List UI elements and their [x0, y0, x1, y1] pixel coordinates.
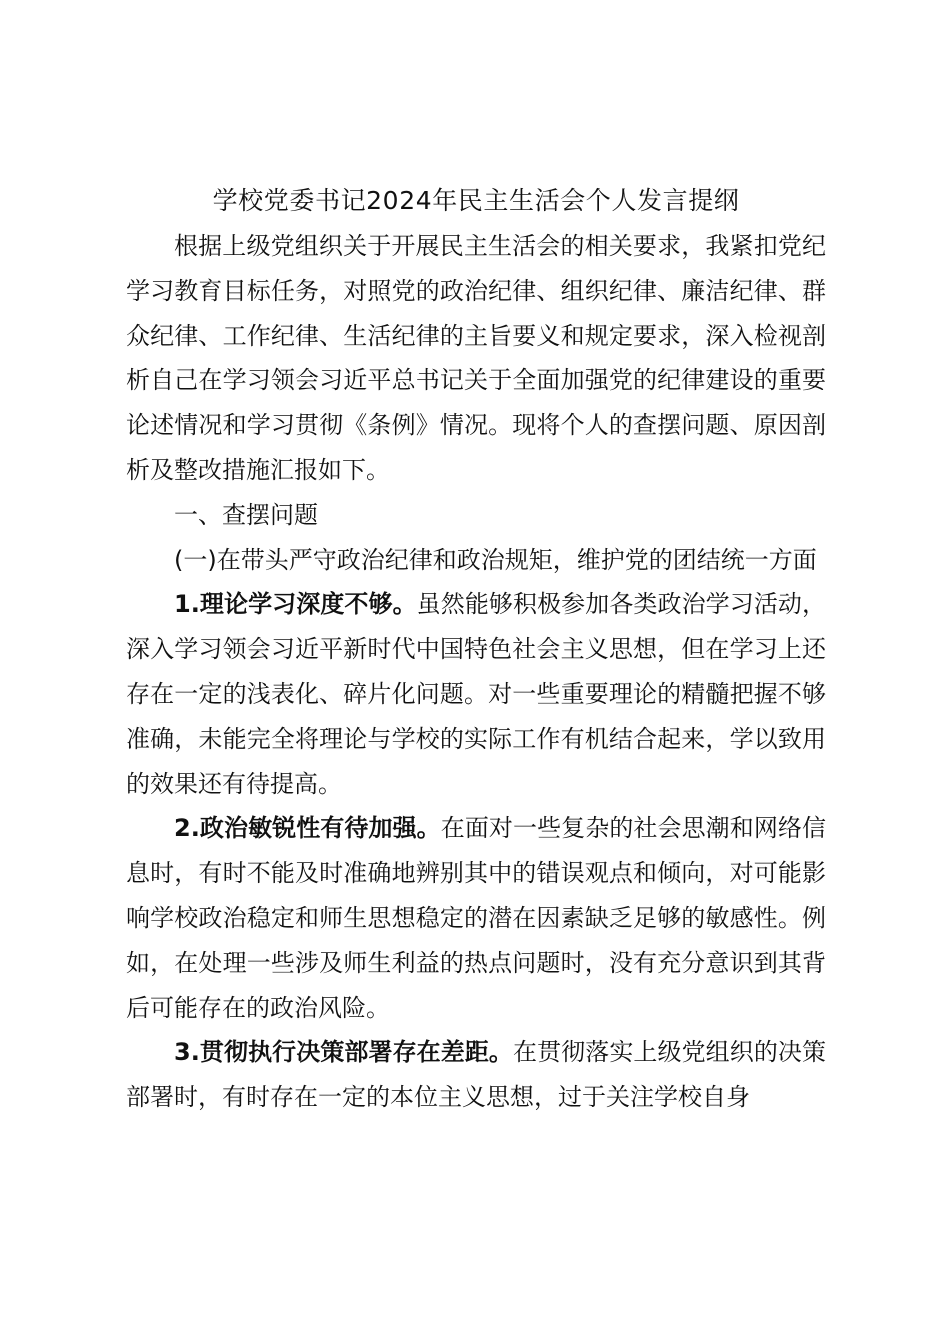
subsection-heading: (一)在带头严守政治纪律和政治规矩，维护党的团结统一方面: [174, 545, 817, 574]
issue-text-1: 虽然能够积极参加各类政治学习活动，深入学习领会习近平新时代中国特色社会主义思想，但在学习上还存在一定的浅表化、碎片化问题。对一些重要理论的精髓把握不够准确，未能完全将理论与学校的实际工作有机结合起来，学以致用的效果还有待提高。: [126, 590, 826, 798]
issue-text-3: 在贯彻落实上级党组织的决策部署时，有时存在一定的本位主义思想，过于关注学校自身: [126, 1038, 827, 1112]
issue-heading-1: 1.理论学习深度不够。: [174, 590, 417, 619]
issue-text-2: 在面对一些复杂的社会思潮和网络信息时，有时不能及时准确地辨别其中的错误观点和倾向，对可能影响学校政治稳定和师生思想稳定的潜在因素缺乏足够的敏感性。例如，在处理一些涉及师生利益的热点问题时，没有充分意识到其背后可能存在的政治风险。: [126, 814, 827, 1022]
issue-heading-3: 3.贯彻执行决策部署存在差距。: [174, 1038, 513, 1067]
intro-paragraph: 根据上级党组织关于开展民主生活会的相关要求，我紧扣党纪学习教育目标任务，对照党的政治纪律、组织纪律、廉洁纪律、群众纪律、工作纪律、生活纪律的主旨要义和规定要求，深入检视剖析自己在学习领会习近平总书记关于全面加强党的纪律建设的重要论述情况和学习贯彻《条例》情况。现将个人的查摆问题、原因剖析及整改措施汇报如下。: [126, 232, 826, 484]
section-heading: 一、查摆问题: [174, 500, 318, 529]
issue-heading-2: 2.政治敏锐性有待加强。: [174, 814, 441, 843]
document-title: 学校党委书记2024年民主生活会个人发言提纲: [212, 186, 740, 215]
issue-paragraph-3: [126, 1030, 826, 1120]
issue-paragraph-2: [126, 806, 826, 1030]
issue-paragraph-1: [126, 582, 826, 806]
document-body: [126, 224, 826, 1120]
